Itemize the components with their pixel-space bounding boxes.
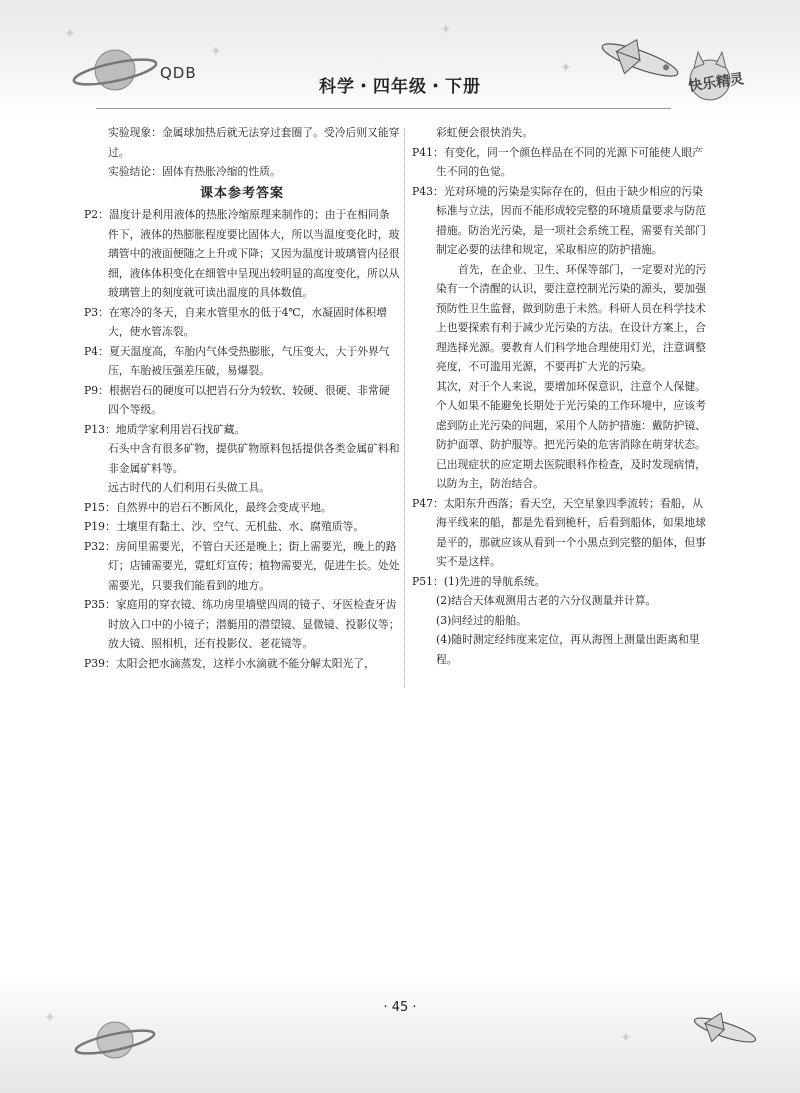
entry-page: P47： — [412, 496, 444, 510]
entry-page: P32： — [84, 539, 116, 553]
star-icon: ✦ — [620, 1030, 632, 1046]
entry-page: P2： — [84, 208, 109, 221]
answer-entry — [412, 143, 712, 182]
experiment-conclusion: 实验结论：固体有热胀冷缩的性质。 — [108, 165, 281, 178]
entry-page: P13： — [84, 422, 116, 436]
entry-text: 太阳会把水滴蒸发，这样小水滴就不能分解太阳光了， — [115, 656, 375, 670]
mascot-label: 快乐精灵 — [687, 71, 745, 95]
rocket-icon — [585, 30, 695, 90]
answer-entry — [84, 537, 400, 596]
entry-text: 有变化，同一个颜色样品在不同的光源下可能使人眼产生不同的色觉。 — [436, 145, 703, 178]
star-icon: ✦ — [44, 1010, 56, 1026]
star-icon: ✦ — [64, 26, 76, 42]
entry-text: 根据岩石的硬度可以把岩石分为较软、较硬、很硬、非常硬四个等级。 — [108, 383, 390, 416]
entry-page: P15： — [84, 500, 116, 514]
entry-page: P35： — [84, 598, 116, 611]
page-number: · 45 · — [383, 1000, 417, 1015]
answer-entry — [84, 517, 400, 537]
entry-text: 太阳东升西落；看天空，天空星象四季流转；看船，从海平线来的船，都是先看到桅杆，后看到船体，如果地球是平的，那就应该从看到一个小黑点到完整的船体，但事实不是这样。 — [436, 496, 706, 568]
entry-page: P41： — [412, 145, 444, 159]
answer-entry — [84, 420, 400, 440]
entry-page: P19： — [84, 520, 116, 533]
left-column — [84, 123, 400, 673]
entry-text: 自然界中的岩石不断风化，最终会变成平地。 — [115, 500, 332, 514]
entry-page: P51： — [412, 574, 444, 588]
entry-text: (1)先进的导航系统。 — [443, 574, 546, 588]
answer-entry — [84, 342, 400, 381]
answer-entry — [84, 498, 400, 518]
answer-entry — [84, 381, 400, 420]
answer-entry — [84, 595, 400, 654]
entry-text: 土壤里有黏土、沙、空气、无机盐、水、腐殖质等。 — [115, 520, 365, 533]
entry-text: 光对环境的污染是实际存在的，但由于缺少相应的污染标准与立法，因而不能形成较完整的环境质量要求与防范措施。防治光污染，是一项社会系统工程，需要有关部门制定必要的法律和规定，采取相应的防护措施。 — [436, 184, 706, 256]
entry-page: P3： — [84, 305, 109, 319]
entry-subline: 远古时代的人们利用石头做工具。 — [108, 481, 270, 494]
answer-entry — [412, 494, 712, 572]
experiment-phenomenon: 实验现象：金属球加热后就无法穿过套圈了。受冷后则又能穿过。 — [108, 126, 400, 159]
section-heading: 课本参考答案 — [199, 185, 284, 201]
column-divider — [404, 128, 405, 688]
answer-entry — [84, 205, 400, 303]
entry-continuation: 彩虹便会很快消失。 — [436, 126, 534, 139]
answer-entry — [84, 654, 400, 674]
answer-entry — [412, 182, 712, 260]
rocket-icon — [680, 1005, 770, 1055]
entry-text: 温度计是利用液体的热胀冷缩原理来制作的；由于在相同条件下，液体的热膨胀程度要比固体大，所以当温度变化时，玻璃管中的液面便随之上升或下降；又因为温度计玻璃管内径很细，液体体积变化在细管中呈现出较明显的高度变化，所以从玻璃管上的刻度就可读出温度的具体数值。 — [108, 208, 400, 299]
entry-text: 地质学家利用岩石找矿藏。 — [115, 422, 246, 436]
star-icon: ✦ — [560, 60, 572, 76]
star-icon: ✦ — [440, 22, 452, 38]
header-rule — [96, 108, 671, 109]
entry-subline: 首先，在企业、卫生、环保等部门，一定要对光的污染有一个清醒的认识，要注意控制光污染的源头，要加强预防性卫生监督，做到防患于未然。科研人员在科学技术上也要探索有利于减少光污染的方法。在设计方案上，合理选择光源。要教育人们科学地合理使用灯光，注意调整亮度，不可滥用光源，不要再扩大光的污染。 — [436, 262, 707, 373]
entry-text: 在寒冷的冬天，自来水管里水的低于4℃，水凝固时体积增大，使水管冻裂。 — [108, 305, 388, 338]
page-title: 科学・四年级・下册 — [319, 77, 481, 97]
answer-entry — [84, 303, 400, 342]
planet-icon — [70, 1010, 160, 1070]
entry-text: 家庭用的穿衣镜、练功房里墙壁四周的镜子、牙医检查牙齿时放入口中的小镜子；潜艇用的潜望镜、显微镜、投影仪等；放大镜、照相机，还有投影仪、老花镜等。 — [108, 598, 400, 650]
entry-page: P43： — [412, 184, 444, 198]
entry-subline: (4)随时测定经纬度来定位，再从海图上测量出距离和里程。 — [436, 633, 700, 666]
entry-subline: 石头中含有很多矿物，提供矿物原料包括提供各类金属矿料和非金属矿料等。 — [108, 442, 400, 475]
entry-page: P39： — [84, 656, 116, 670]
answer-entry — [412, 572, 712, 592]
entry-subline: (2)结合天体观测用古老的六分仪测量并计算。 — [436, 594, 657, 607]
star-icon: ✦ — [210, 44, 222, 60]
entry-subline: (3)问经过的船舶。 — [436, 613, 527, 627]
entry-text: 房间里需要光，不管白天还是晚上；街上需要光，晚上的路灯；店铺需要光，霓虹灯宣传；植物需要光，促进生长。处处需要光，只要我们能看到的地方。 — [108, 539, 400, 592]
entry-subline: 其次，对于个人来说，要增加环保意识，注意个人保健。个人如果不能避免长期处于光污染的工作环境中，应该考虑到防止光污染的问题，采用个人防护措施：戴防护镜、防护面罩、防护服等。把光污染的危害消除在萌芽状态。已出现症状的应定期去医院眼科作检查，及时发现病情，以防为主，防治结合。 — [436, 379, 706, 490]
entry-page: P4： — [84, 344, 109, 358]
entry-text: 夏天温度高，车胎内气体受热膨胀，气压变大，大于外界气压，车胎被压强差压破，易爆裂。 — [108, 344, 390, 377]
brand-logo: QDB — [160, 64, 197, 82]
entry-page: P9： — [84, 383, 109, 397]
right-column — [412, 123, 712, 669]
